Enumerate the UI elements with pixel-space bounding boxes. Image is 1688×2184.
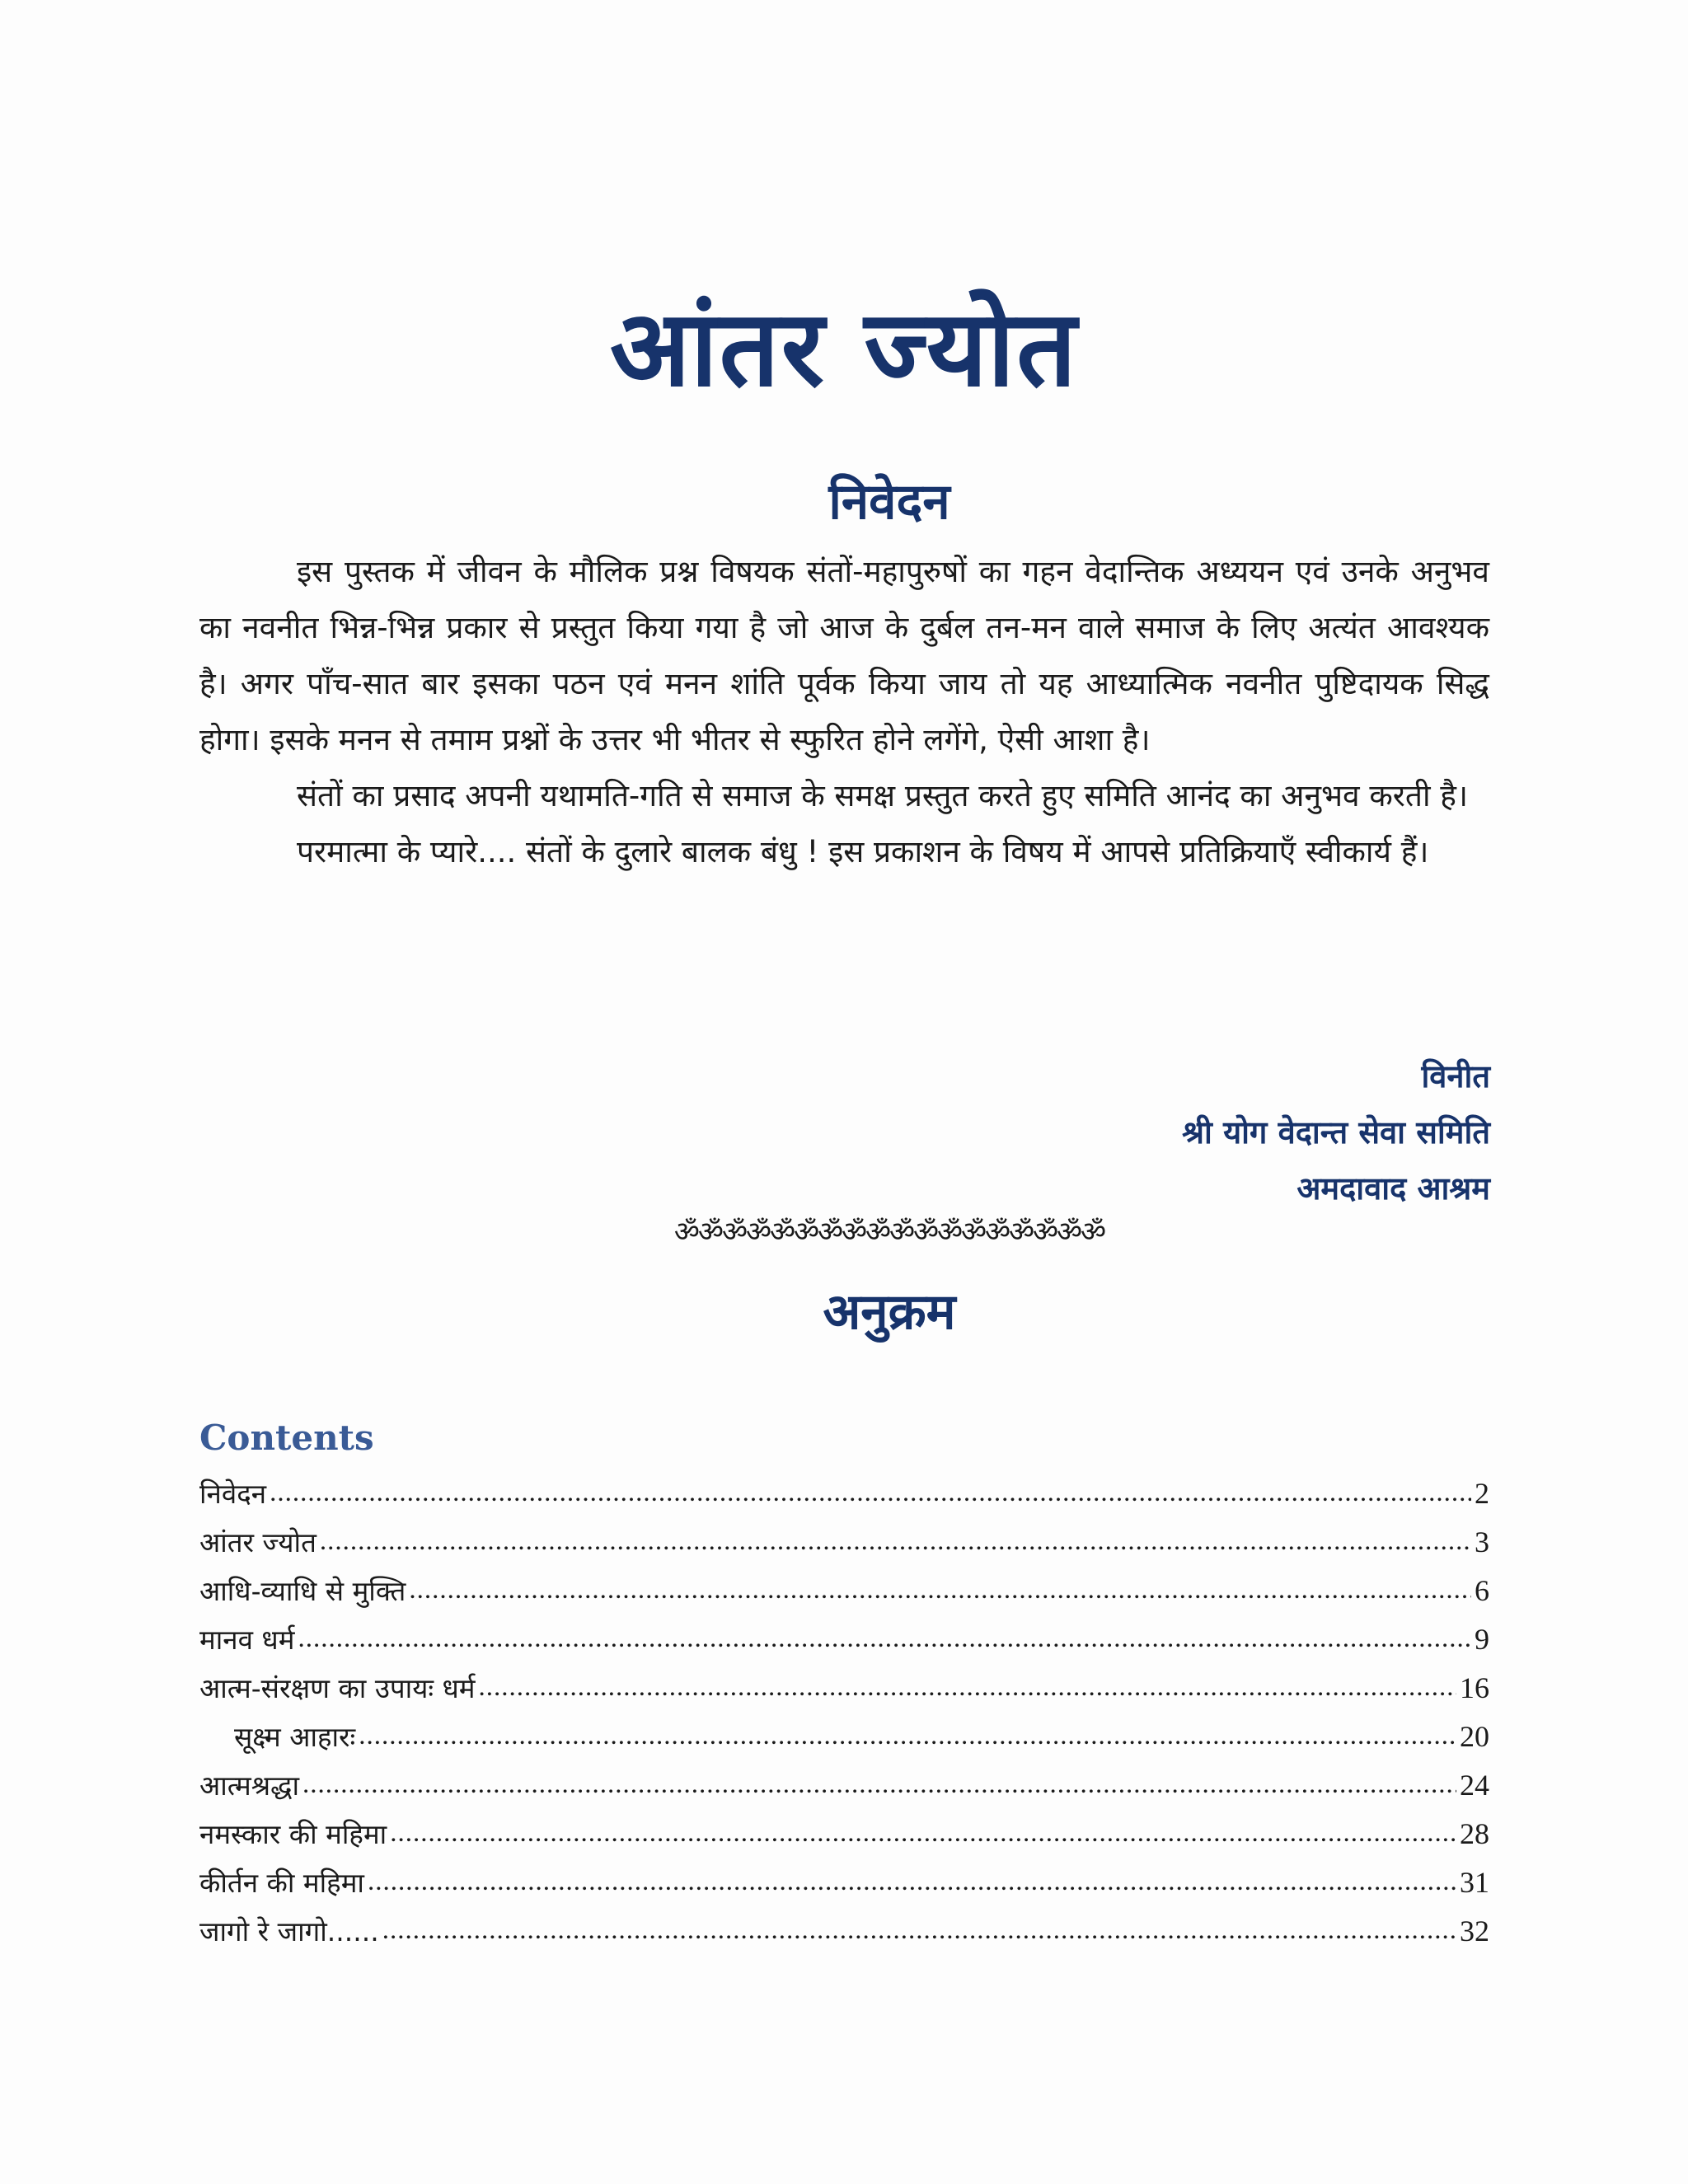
toc-entry[interactable] (199, 1760, 1489, 1809)
toc-entry-label: आंतर ज्योत (199, 1526, 316, 1558)
preface-signoff (1182, 1048, 1490, 1216)
toc-entry[interactable] (199, 1906, 1489, 1955)
preface-body (199, 544, 1489, 880)
toc-entry[interactable] (199, 1517, 1489, 1566)
toc-entry[interactable] (199, 1469, 1489, 1517)
toc-entry-label: निवेदन (199, 1478, 267, 1510)
toc-entry-label: आत्म-संरक्षण का उपायः धर्म (199, 1672, 476, 1704)
toc-leader (479, 1672, 1456, 1703)
preface-heading: निवेदन (828, 473, 950, 531)
toc-subentry[interactable] (199, 1712, 1489, 1760)
toc-entry-page: 28 (1460, 1816, 1489, 1850)
toc-leader (298, 1624, 1471, 1654)
toc-leader (368, 1867, 1456, 1897)
toc-entry-page: 9 (1475, 1622, 1489, 1656)
toc-entry-page: 31 (1460, 1865, 1489, 1899)
toc-entry-page: 6 (1475, 1573, 1489, 1607)
preface-paragraph: संतों का प्रसाद अपनी यथामति-गति से समाज के समक्ष प्रस्तुत करते हुए समिति आनंद का अनुभव करती है। (297, 778, 1468, 813)
toc-entry-page: 32 (1460, 1914, 1489, 1947)
toc-entry-label: आधि-व्याधि से मुक्ति (199, 1575, 406, 1607)
toc-entry-label: आत्मश्रद्धा (199, 1769, 300, 1802)
toc-entry-label: नमस्कार की महिमा (199, 1818, 387, 1850)
table-of-contents (199, 1469, 1489, 1955)
toc-entry-page: 3 (1475, 1525, 1489, 1558)
toc-entry[interactable] (199, 1809, 1489, 1858)
toc-entry-label: कीर्तन की महिमा (199, 1867, 364, 1899)
toc-entry-page: 16 (1460, 1671, 1489, 1704)
toc-entry-page: 24 (1460, 1768, 1489, 1802)
signoff-line: विनीत (1421, 1058, 1490, 1094)
toc-entry[interactable] (199, 1566, 1489, 1615)
preface-paragraph: परमात्मा के प्यारे.... संतों के दुलारे बालक बंधु ! इस प्रकाशन के विषय में आपसे प्रतिक्रियाएँ स्वीकार्य हैं। (297, 834, 1429, 869)
contents-heading: Contents (199, 1418, 374, 1458)
toc-entry-label: मानव धर्म (199, 1624, 295, 1656)
toc-entry[interactable] (199, 1858, 1489, 1906)
om-divider: ॐॐॐॐॐॐॐॐॐॐॐॐॐॐॐॐॐॐ (673, 1216, 1105, 1249)
toc-entry-label: सूक्ष्म आहारः (234, 1721, 356, 1753)
toc-leader (382, 1915, 1456, 1946)
toc-leader (359, 1721, 1456, 1751)
toc-leader (409, 1575, 1471, 1605)
preface-paragraph: इस पुस्तक में जीवन के मौलिक प्रश्न विषयक संतों-महापुरुषों का गहन वेदान्तिक अध्ययन एवं उनके अनुभव का नवनीत भिन्न-भिन्न प्रकार से प्रस्तुत किया गया है जो आज के दुर्बल तन-मन वाले समाज के लिए अत्यंत आवश्यक है। अगर पाँच-सात बार इसका पठन एवं मनन शांति पूर्वक किया जाय तो यह आध्यात्मिक नवनीत पुष्टिदायक सिद्ध होगा। इसके मनन से तमाम प्रश्नों के उत्तर भी भीतर से स्फुरित होने लगेंगे, ऐसी आशा है। (199, 554, 1489, 757)
toc-leader (270, 1478, 1471, 1508)
signoff-location: अमदावाद आश्रम (1296, 1170, 1490, 1207)
index-heading: अनुक्रम (823, 1283, 956, 1341)
book-title: आंतर ज्योत (609, 288, 1079, 410)
toc-entry-label: जागो रे जागो...... (199, 1915, 379, 1947)
toc-leader (390, 1818, 1456, 1849)
toc-entry-page: 2 (1475, 1476, 1489, 1510)
toc-entry-page: 20 (1460, 1719, 1489, 1753)
toc-leader (302, 1769, 1456, 1800)
toc-entry[interactable] (199, 1615, 1489, 1663)
signoff-organization: श्री योग वेदान्त सेवा समिति (1182, 1114, 1490, 1151)
toc-leader (320, 1526, 1471, 1557)
toc-entry[interactable] (199, 1663, 1489, 1712)
